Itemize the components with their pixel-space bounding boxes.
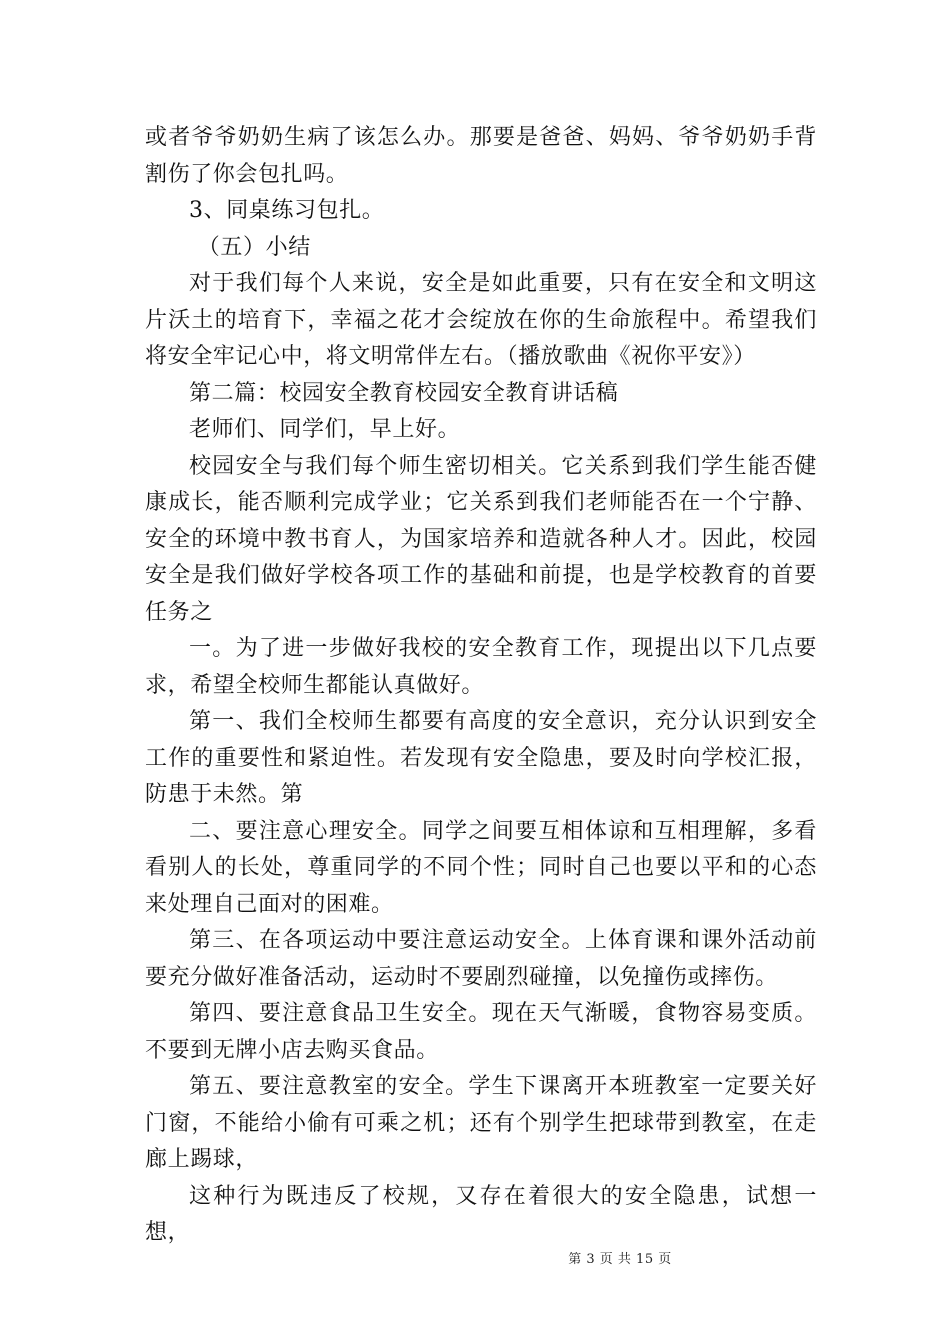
paragraph-requirements-intro: 一。为了进一步做好我校的安全教育工作，现提出以下几点要求，希望全校师生都能认真做好。 <box>145 636 817 698</box>
paragraph-point-5: 第五、要注意教室的安全。学生下课离开本班教室一定要关好门窗，不能给小偷有可乘之机；还有个别学生把球带到教室，在走廊上踢球， <box>145 1074 817 1172</box>
document-body <box>145 120 817 1252</box>
paragraph-point-1: 第一、我们全校师生都要有高度的安全意识，充分认识到安全工作的重要性和紧迫性。若发现有安全隐患，要及时向学校汇报，防患于未然。第 <box>145 709 817 807</box>
section-title-part-two: 第二篇：校园安全教育校园安全教育讲话稿 <box>189 380 619 406</box>
page-number-footer: 第 3 页 共 15 页 <box>568 1252 672 1267</box>
paragraph-step-3: 3、同桌练习包扎。 <box>189 198 385 223</box>
paragraph-greeting: 老师们、同学们，早上好。 <box>189 417 461 442</box>
paragraph-point-2: 二、要注意心理安全。同学之间要互相体谅和互相理解，多看看别人的长处，尊重同学的不同个性；同时自己也要以平和的心态来处理自己面对的困难。 <box>145 818 817 917</box>
paragraph-continuation: 或者爷爷奶奶生病了该怎么办。那要是爸爸、妈妈、爷爷奶奶手背割伤了你会包扎吗。 <box>145 125 817 187</box>
paragraph-continued: 这种行为既违反了校规，又存在着很大的安全隐患，试想一想， <box>145 1183 817 1245</box>
paragraph-summary: 对于我们每个人来说，安全是如此重要，只有在安全和文明这片沃土的培育下，幸福之花才会绽放在你的生命旅程中。希望我们将安全牢记心中，将文明常伴左右。（播放歌曲《祝你平安》） <box>145 271 817 369</box>
section-heading-summary: （五）小结 <box>197 234 311 260</box>
paragraph-campus-safety: 校园安全与我们每个师生密切相关。它关系到我们学生能否健康成长，能否顺利完成学业；它关系到我们老师能否在一个宁静、安全的环境中教书育人，为国家培养和造就各种人才。因此，校园安全是我们做好学校各项工作的基础和前提，也是学校教育的首要任务之 <box>145 453 817 625</box>
paragraph-point-4: 第四、要注意食品卫生安全。现在天气渐暖，食物容易变质。不要到无牌小店去购买食品。 <box>145 1001 817 1063</box>
paragraph-point-3: 第三、在各项运动中要注意运动安全。上体育课和课外活动前要充分做好准备活动，运动时不要剧烈碰撞，以免撞伤或摔伤。 <box>145 928 817 990</box>
